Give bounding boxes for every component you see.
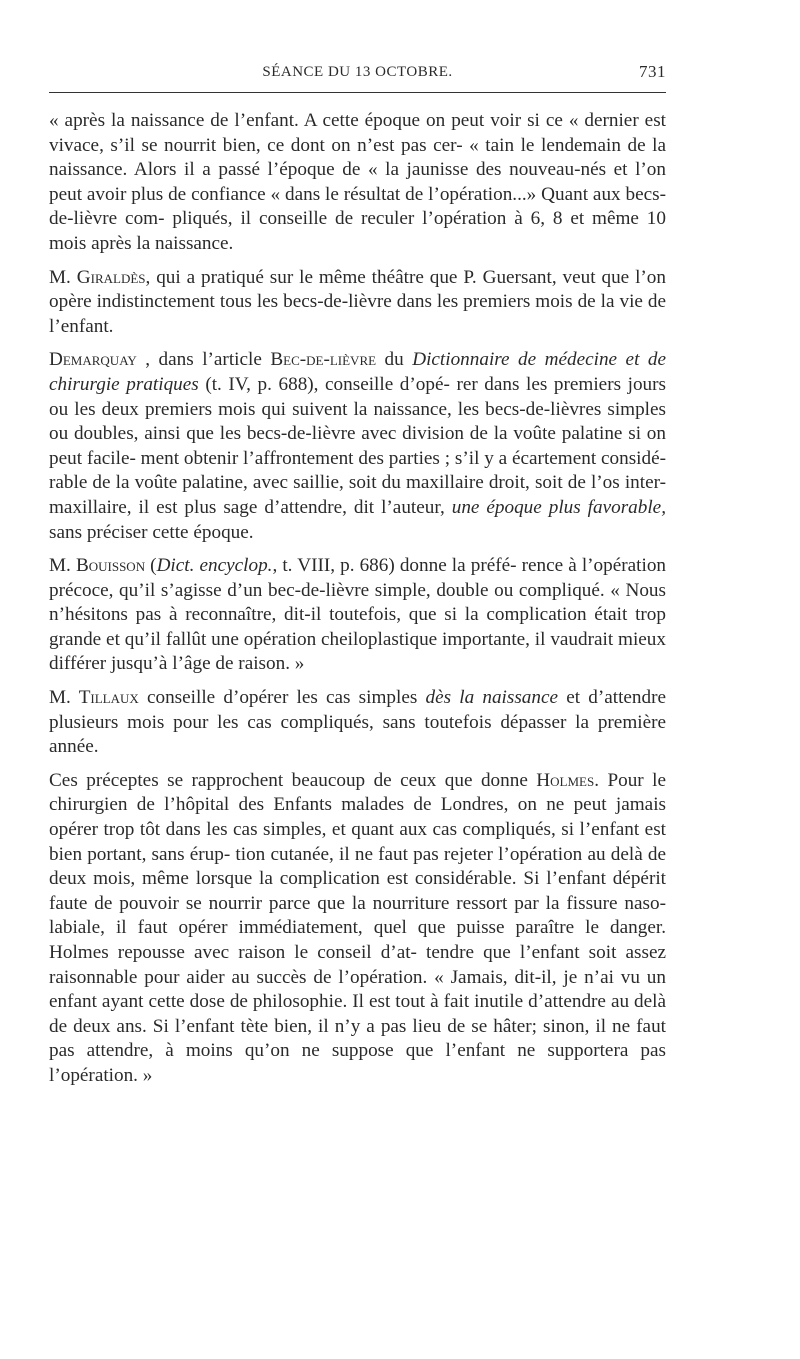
paragraph-2-text: , qui a pratiqué sur le même théâtre que P. Guersant, veut que l’on opère indistinctement tous les becs-de-lièvre dans les premiers mois de la vie de l’enfant.	[49, 266, 666, 337]
author-name-bouisson: M. Bouisson	[49, 555, 146, 577]
paragraph-5	[49, 686, 666, 760]
italic-phrase: une époque plus favorable,	[451, 496, 666, 518]
article-reference: Bec-de-lièvre	[270, 349, 377, 371]
paragraph-2	[49, 266, 666, 340]
paragraph-4-text-2: , t. VIII, p. 686) donne la préfé- rence à l’opération précoce, qu’il s’agisse d’un bec-de-lièvre simple, double ou compliqué. « Nous n’hésitons pas à reconnaître, dit-il toutefois, que si la complication était trop grande et qu’il fallût une opération cheiloplastique importante, il vaudrait mieux différer jusqu’à l’âge de raison. »	[49, 555, 667, 675]
paragraph-1-text: « après la naissance de l’enfant. A cette époque on peut voir si ce « dernier est vivace, s’il se nourrit bien, ce dont on n’est pas cer- « tain le lendemain de la naissance. Alors il a passé l’époque de « la jaunisse des nouveau-nés et l’on peut avoir plus de confiance « dans le résultat de l’opération...» Quant aux becs-de-lièvre com- pliqués, il conseille de reculer l’opération à 6, 8 et même 10 mois après la naissance.	[49, 110, 666, 254]
page-number: 731	[639, 62, 666, 81]
paragraph-6	[49, 769, 666, 1089]
dictionary-title: Dictionnaire de médecine et de chirurgie pratiques	[49, 349, 666, 395]
italic-phrase-naissance: dès la naissance	[425, 687, 559, 709]
paragraph-4	[49, 554, 666, 677]
paragraph-3	[49, 348, 666, 545]
paragraph-3-text-4: sans préciser cette époque.	[49, 521, 254, 543]
paragraph-3-text-3: (t. IV, p. 688), conseille d’opé- rer dans les premiers jours ou les deux premiers mois qui suivent la naissance, les becs-de-lièvres simples ou doubles, ainsi que les becs-de-lièvre avec division de la voûte palatine si on peut facile- ment obtenir l’affrontement des parties ; s’il y a écartement considé- rable de la voûte palatine, avec saillie, soit du maxillaire droit, soit de l’os inter-maxillaire, il est plus sage d’attendre, dit l’auteur,	[49, 373, 666, 518]
body-text	[49, 109, 666, 1089]
paragraph-4-text-1: (	[145, 555, 157, 577]
paragraph-5-text-1: conseille d’opérer les cas simples	[138, 687, 426, 709]
author-name-tillaux: M. Tillaux	[49, 687, 139, 709]
paragraph-1	[49, 109, 666, 257]
book-page	[49, 60, 666, 1098]
header-rule	[49, 92, 666, 93]
running-head	[49, 60, 666, 86]
paragraph-3-text-2: du	[376, 349, 413, 371]
paragraph-6-text-1: Ces préceptes se rapprochent beaucoup de ceux que donne	[49, 769, 537, 791]
author-name-demarquay: Demarquay	[49, 349, 137, 371]
encyclopedia-title: Dict. encyclop.	[156, 555, 273, 577]
running-title: SÉANCE DU 13 OCTOBRE.	[262, 64, 453, 80]
paragraph-3-text-1: , dans l’article	[136, 349, 271, 371]
author-name-holmes: Holmes	[536, 769, 595, 791]
paragraph-6-text-2: . Pour le chirurgien de l’hôpital des Enfants malades de Londres, on ne peut jamais opérer trop tôt dans les cas simples, et quant aux cas compliqués, si l’enfant est bien portant, sans érup- tion cutanée, il ne faut pas rejeter l’opération au delà de deux mois, même lorsque la complication est considérable. Si l’enfant dépérit faute de pouvoir se nourrir parce que la nourriture ressort par la fissure naso-labiale, il faut opérer immédiatement, quel que puisse paraître le danger. Holmes repousse avec raison le conseil d’at- tendre que l’enfant soit assez raisonnable pour aider au succès de l’opération. « Jamais, dit-il, je n’ai vu un enfant ayant cette dose de philosophie. Il est tout à fait inutile d’attendre au delà de deux ans. Si l’enfant tète bien, il n’y a pas lieu de se hâter; sinon, il ne faut pas attendre, à moins qu’on ne suppose que l’enfant ne supportera pas l’opération. »	[49, 769, 666, 1086]
author-name-giraldes: M. Giraldès	[49, 266, 146, 288]
paragraph-5-text-2: et d’attendre plusieurs mois pour les cas compliqués, sans toutefois dépasser la première année.	[49, 687, 667, 758]
